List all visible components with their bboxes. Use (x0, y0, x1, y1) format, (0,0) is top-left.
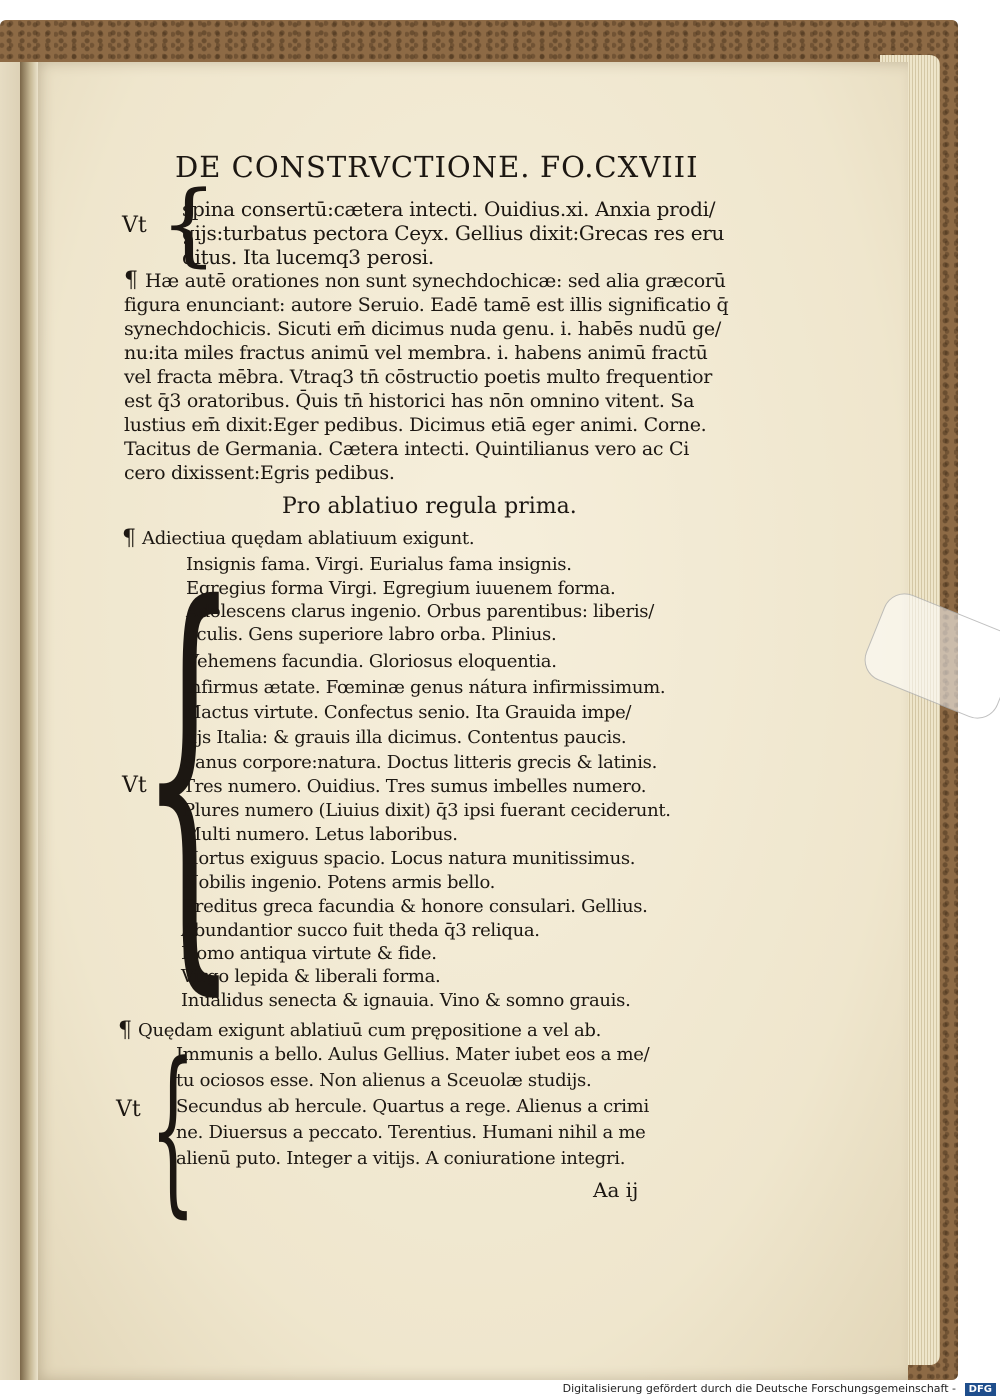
text-line: nu:ita miles fractus animū vel membra. i. habens animū fractū (124, 342, 708, 364)
example-line: Hortus exiguus spacio. Locus natura munitissimus. (183, 848, 636, 869)
text-line: synechdochicis. Sicuti em̄ dicimus nuda genu. i. habēs nudū ge/ (124, 318, 721, 340)
running-header: DE CONSTRVCTIONE. (175, 150, 531, 184)
example-line: Insignis fama. Virgi. Eurialus fama insignis. (186, 554, 572, 575)
footer-credit: Digitalisierung gefördert durch die Deutsche Forschungsgemeinschaft - (562, 1382, 956, 1395)
example-line: Virgo lepida & liberali forma. (181, 966, 441, 987)
example-line: Inualidus senecta & ignauia. Vino & somno grauis. (181, 990, 631, 1011)
text-line: ditus. Ita lucemq3 perosi. (182, 245, 434, 269)
example-line: Infirmus ætate. Fœminæ genus nátura infirmissimum. (183, 677, 666, 698)
example-line: Plures numero (Liuius dixit) q̄3 ipsi fuerant ceciderunt. (183, 800, 671, 821)
example-line: alienū puto. Integer a vitijs. A coniuratione integri. (176, 1148, 626, 1169)
example-line: rijs Italia: & grauis illa dicimus. Contentus paucis. (183, 727, 627, 748)
rule-two: Quędam exigunt ablatiuū cum prępositione a vel ab. (138, 1020, 602, 1041)
example-line: Immunis a bello. Aulus Gellius. Mater iubet eos a me/ (176, 1044, 650, 1065)
rule-intro: Adiectiua quędam ablatiuum exigunt. (142, 528, 475, 549)
text-line: spina consertū:cætera intecti. Ouidius.xi. Anxia prodi/ (182, 197, 716, 221)
text-line: gijs:turbatus pectora Ceyx. Gellius dixit:Grecas res eru (182, 221, 725, 245)
text-line: cero dixissent:Egris pedibus. (124, 462, 395, 484)
bracket-icon: { (160, 172, 218, 277)
example-line: Secundus ab hercule. Quartus a rege. Alienus a crimi (176, 1096, 649, 1117)
margin-note-vt: Vt (122, 213, 147, 238)
margin-note-vt: Vt (116, 1097, 141, 1122)
pilcrow-icon: ¶ (118, 1018, 132, 1043)
example-line: ne. Diuersus a peccato. Terentius. Humani nihil a me (176, 1122, 646, 1143)
book-gutter (20, 62, 38, 1380)
folio-number: FO.CXVIII (540, 150, 699, 184)
example-line: Preditus greca facundia & honore consulari. Gellius. (183, 896, 648, 917)
bracket-icon: { (150, 1025, 196, 1234)
example-line: Tres numero. Ouidius. Tres sumus imbelles numero. (183, 776, 647, 797)
dfg-logo: DFG (965, 1383, 996, 1396)
text-line: lustius em̄ dixit:Eger pedibus. Dicimus etiā eger animi. Corne. (124, 414, 707, 436)
pilcrow-icon: ¶ (124, 268, 138, 293)
text-line: Tacitus de Germania. Cætera intecti. Quintilianus vero ac Ci (124, 438, 690, 460)
example-line: Multi numero. Letus laboribus. (183, 824, 458, 845)
text-line: Hæ autē orationes non sunt synechdochicæ: sed alia græcorū (145, 270, 726, 292)
example-line: Vehemens facundia. Gloriosus eloquentia. (186, 651, 557, 672)
pilcrow-icon: ¶ (122, 526, 136, 551)
bracket-icon: { (140, 518, 238, 1030)
example-line: Homo antiqua virtute & fide. (181, 943, 437, 964)
text-line: vel fracta mēbra. Vtraq3 tn̄ cōstructio poetis multo frequentior (124, 366, 713, 388)
example-line: oculis. Gens superiore labro orba. Plinius. (186, 624, 557, 645)
example-line: Sanus corpore:natura. Doctus litteris grecis & latinis. (183, 752, 658, 773)
example-line: Nobilis ingenio. Potens armis bello. (183, 872, 496, 893)
text-line: figura enunciant: autore Seruio. Eadē tamē est illis significatio q̄ (124, 294, 729, 316)
text-line: est q̄3 oratoribus. Q̄uis tn̄ historici has nōn omnino vitent. Sa (124, 390, 695, 412)
example-line: Adolescens clarus ingenio. Orbus parentibus: liberis/ (186, 601, 654, 622)
example-line: tu ociosos esse. Non alienus a Sceuolæ studijs. (176, 1070, 592, 1091)
signature-mark: Aa ij (593, 1178, 639, 1202)
margin-note-vt: Vt (122, 773, 147, 798)
example-line: Abundantior succo fuit theda q̄3 reliqua. (181, 920, 540, 941)
example-line: Mactus virtute. Confectus senio. Ita Grauida impe/ (183, 702, 632, 723)
example-line: Egregius forma Virgi. Egregium iuuenem forma. (186, 578, 616, 599)
section-heading: Pro ablatiuo regula prima. (282, 494, 577, 519)
